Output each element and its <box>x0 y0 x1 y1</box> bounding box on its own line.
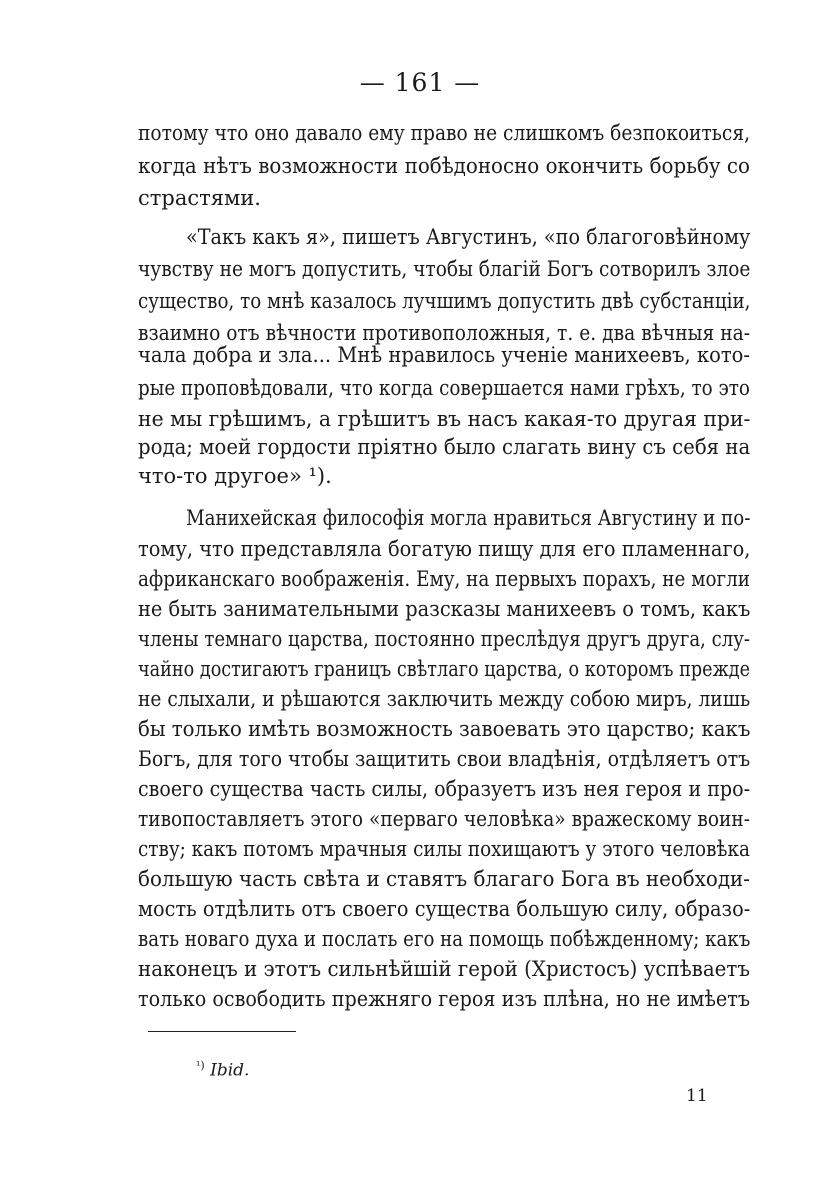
footnote-rule <box>148 1031 296 1032</box>
text-line: мость отдѣлить отъ своего существа большую силу, образо- <box>138 897 751 921</box>
text-line: существо, то мнѣ казалось лучшимъ допустить двѣ субстанціи, <box>138 289 751 313</box>
text-line: что-то другое» ¹). <box>138 464 332 488</box>
text-line: не быть занимательными разсказы манихеевъ о томъ, какъ <box>138 597 751 621</box>
text-line: потому что оно давало ему право не слишкомъ безпокоиться, <box>138 121 751 145</box>
text-line: своего существа часть силы, образуетъ изъ нея героя и про- <box>138 777 751 801</box>
text-line: Богъ, для того чтобы защитить свои владѣнія, отдѣляетъ отъ <box>138 747 751 771</box>
text-line: чайно достигаютъ границъ свѣтлаго царства, о которомъ прежде <box>138 657 751 681</box>
text-line: чувству не могъ допустить, чтобы благій Богъ сотворилъ злое <box>138 257 751 281</box>
text-line: тому, что представляла богатую пищу для его пламеннаго, <box>138 537 751 561</box>
text-line: не мы грѣшимъ, а грѣшитъ въ насъ какая-то другая при- <box>138 407 751 431</box>
text-line: взаимно отъ вѣчности противоположныя, т. е. два вѣчныя на- <box>138 321 751 345</box>
text-line: вать новаго духа и послать его на помощь побѣжденному; какъ <box>138 927 751 951</box>
text-line: «Такъ какъ я», пишетъ Августинъ, «по благоговѣйному <box>186 225 751 249</box>
text-line: чала добра и зла... Мнѣ нравилось ученіе манихеевъ, кото- <box>138 343 751 367</box>
text-line: большую часть свѣта и ставятъ благаго Бога въ необходи- <box>138 867 750 891</box>
text-line: ству; какъ потомъ мрачныя силы похищаютъ у этого человѣка <box>138 837 750 861</box>
page-number: — 161 — <box>359 68 481 97</box>
text-line: Манихейская философія могла нравиться Августину и по- <box>186 506 751 530</box>
footnote-mark: ¹) <box>196 1059 205 1072</box>
text-line: когда нѣтъ возможности побѣдоносно окончить борьбу со <box>138 154 750 178</box>
text-line: африканскаго воображенія. Ему, на первыхъ порахъ, не могли <box>138 567 750 591</box>
footnote <box>196 1055 249 1082</box>
text-line: наконецъ и этотъ сильнѣйшій герой (Христосъ) успѣваетъ <box>138 957 750 981</box>
text-line: рые проповѣдовали, что когда совершается нами грѣхъ, то это <box>138 376 750 400</box>
signature-mark: 11 <box>686 1086 708 1106</box>
text-line: члены темнаго царства, постоянно преслѣдуя другъ друга, слу- <box>138 627 751 651</box>
text-line: не слыхали, и рѣшаются заключить между собою миръ, лишь <box>138 687 751 711</box>
text-line: бы только имѣть возможность завоевать это царство; какъ <box>138 717 751 741</box>
text-line: страстями. <box>138 186 261 210</box>
text-line: тивопоставляетъ этого «перваго человѣка» вражескому воин- <box>138 807 750 831</box>
footnote-text: Ibid. <box>210 1060 250 1081</box>
text-line: рода; моей гордости пріятно было слагать вину съ себя на <box>138 435 751 459</box>
text-line: только освободить прежняго героя изъ плѣна, но не имѣетъ <box>138 987 751 1011</box>
